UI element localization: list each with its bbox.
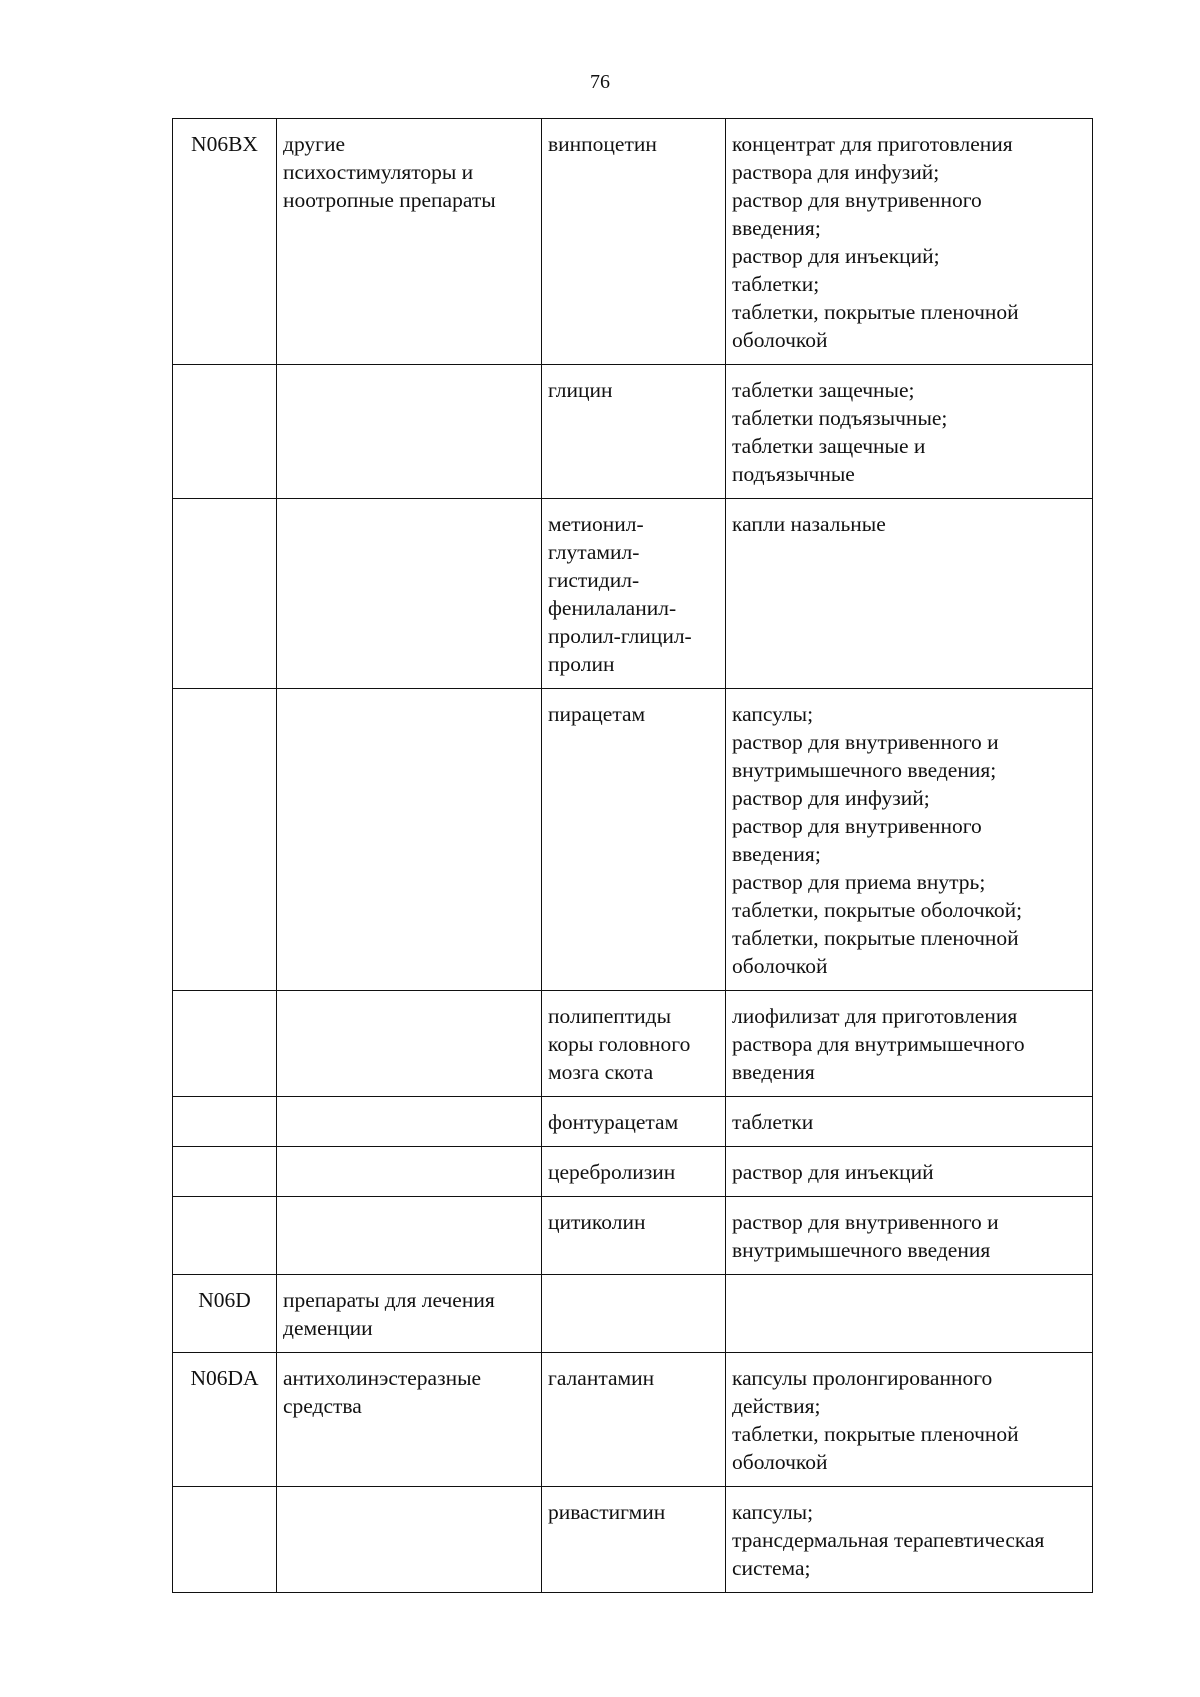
atc-code-cell — [173, 365, 277, 499]
drug-name-cell: пирацетам — [542, 689, 726, 991]
table-row — [173, 1197, 1093, 1275]
dosage-forms-cell: капсулы; трансдермальная терапевтическая система; — [726, 1487, 1093, 1593]
drug-name-cell: метионил- глутамил- гистидил- фенилаланил- пролил-глицил- пролин — [542, 499, 726, 689]
table-row — [173, 689, 1093, 991]
atc-code-cell — [173, 1197, 277, 1275]
dosage-forms-cell: капсулы; раствор для внутривенного и внутримышечного введения; раствор для инфузий; раствор для внутривенного введения; раствор для приема внутрь; таблетки, покрытые оболочкой; таблетки, покрытые пленочной оболочкой — [726, 689, 1093, 991]
group-name-cell — [277, 499, 542, 689]
drug-name-cell — [542, 1275, 726, 1353]
group-name-cell: антихолинэстеразные средства — [277, 1353, 542, 1487]
group-name-cell — [277, 1197, 542, 1275]
table-row — [173, 1487, 1093, 1593]
atc-code-cell — [173, 499, 277, 689]
dosage-forms-cell: таблетки защечные; таблетки подъязычные; таблетки защечные и подъязычные — [726, 365, 1093, 499]
table-row — [173, 1097, 1093, 1147]
table-row — [173, 991, 1093, 1097]
group-name-cell — [277, 689, 542, 991]
group-name-cell — [277, 365, 542, 499]
dosage-forms-cell: капсулы пролонгированного действия; таблетки, покрытые пленочной оболочкой — [726, 1353, 1093, 1487]
drug-name-cell: винпоцетин — [542, 119, 726, 365]
drug-name-cell: глицин — [542, 365, 726, 499]
group-name-cell: другие психостимуляторы и ноотропные препараты — [277, 119, 542, 365]
drug-name-cell: ривастигмин — [542, 1487, 726, 1593]
dosage-forms-cell: лиофилизат для приготовления раствора для внутримышечного введения — [726, 991, 1093, 1097]
table-row — [173, 365, 1093, 499]
atc-code-cell — [173, 991, 277, 1097]
group-name-cell — [277, 991, 542, 1097]
dosage-forms-cell: капли назальные — [726, 499, 1093, 689]
dosage-forms-cell: концентрат для приготовления раствора для инфузий; раствор для внутривенного введения; раствор для инъекций; таблетки; таблетки, покрытые пленочной оболочкой — [726, 119, 1093, 365]
table-row — [173, 499, 1093, 689]
drug-name-cell: фонтурацетам — [542, 1097, 726, 1147]
dosage-forms-cell: раствор для инъекций — [726, 1147, 1093, 1197]
drug-name-cell: церебролизин — [542, 1147, 726, 1197]
atc-code-cell — [173, 689, 277, 991]
table-row — [173, 119, 1093, 365]
atc-code-cell: N06D — [173, 1275, 277, 1353]
group-name-cell — [277, 1097, 542, 1147]
dosage-forms-cell: раствор для внутривенного и внутримышечного введения — [726, 1197, 1093, 1275]
dosage-forms-cell — [726, 1275, 1093, 1353]
drug-name-cell: галантамин — [542, 1353, 726, 1487]
atc-code-cell: N06DA — [173, 1353, 277, 1487]
atc-code-cell — [173, 1147, 277, 1197]
table-row — [173, 1275, 1093, 1353]
group-name-cell — [277, 1487, 542, 1593]
table-row — [173, 1147, 1093, 1197]
group-name-cell: препараты для лечения деменции — [277, 1275, 542, 1353]
group-name-cell — [277, 1147, 542, 1197]
drug-name-cell: цитиколин — [542, 1197, 726, 1275]
atc-code-cell — [173, 1097, 277, 1147]
table-row — [173, 1353, 1093, 1487]
dosage-forms-cell: таблетки — [726, 1097, 1093, 1147]
atc-code-cell: N06BX — [173, 119, 277, 365]
atc-code-cell — [173, 1487, 277, 1593]
drug-table — [172, 118, 1093, 1593]
page-number: 76 — [590, 71, 610, 93]
drug-name-cell: полипептиды коры головного мозга скота — [542, 991, 726, 1097]
